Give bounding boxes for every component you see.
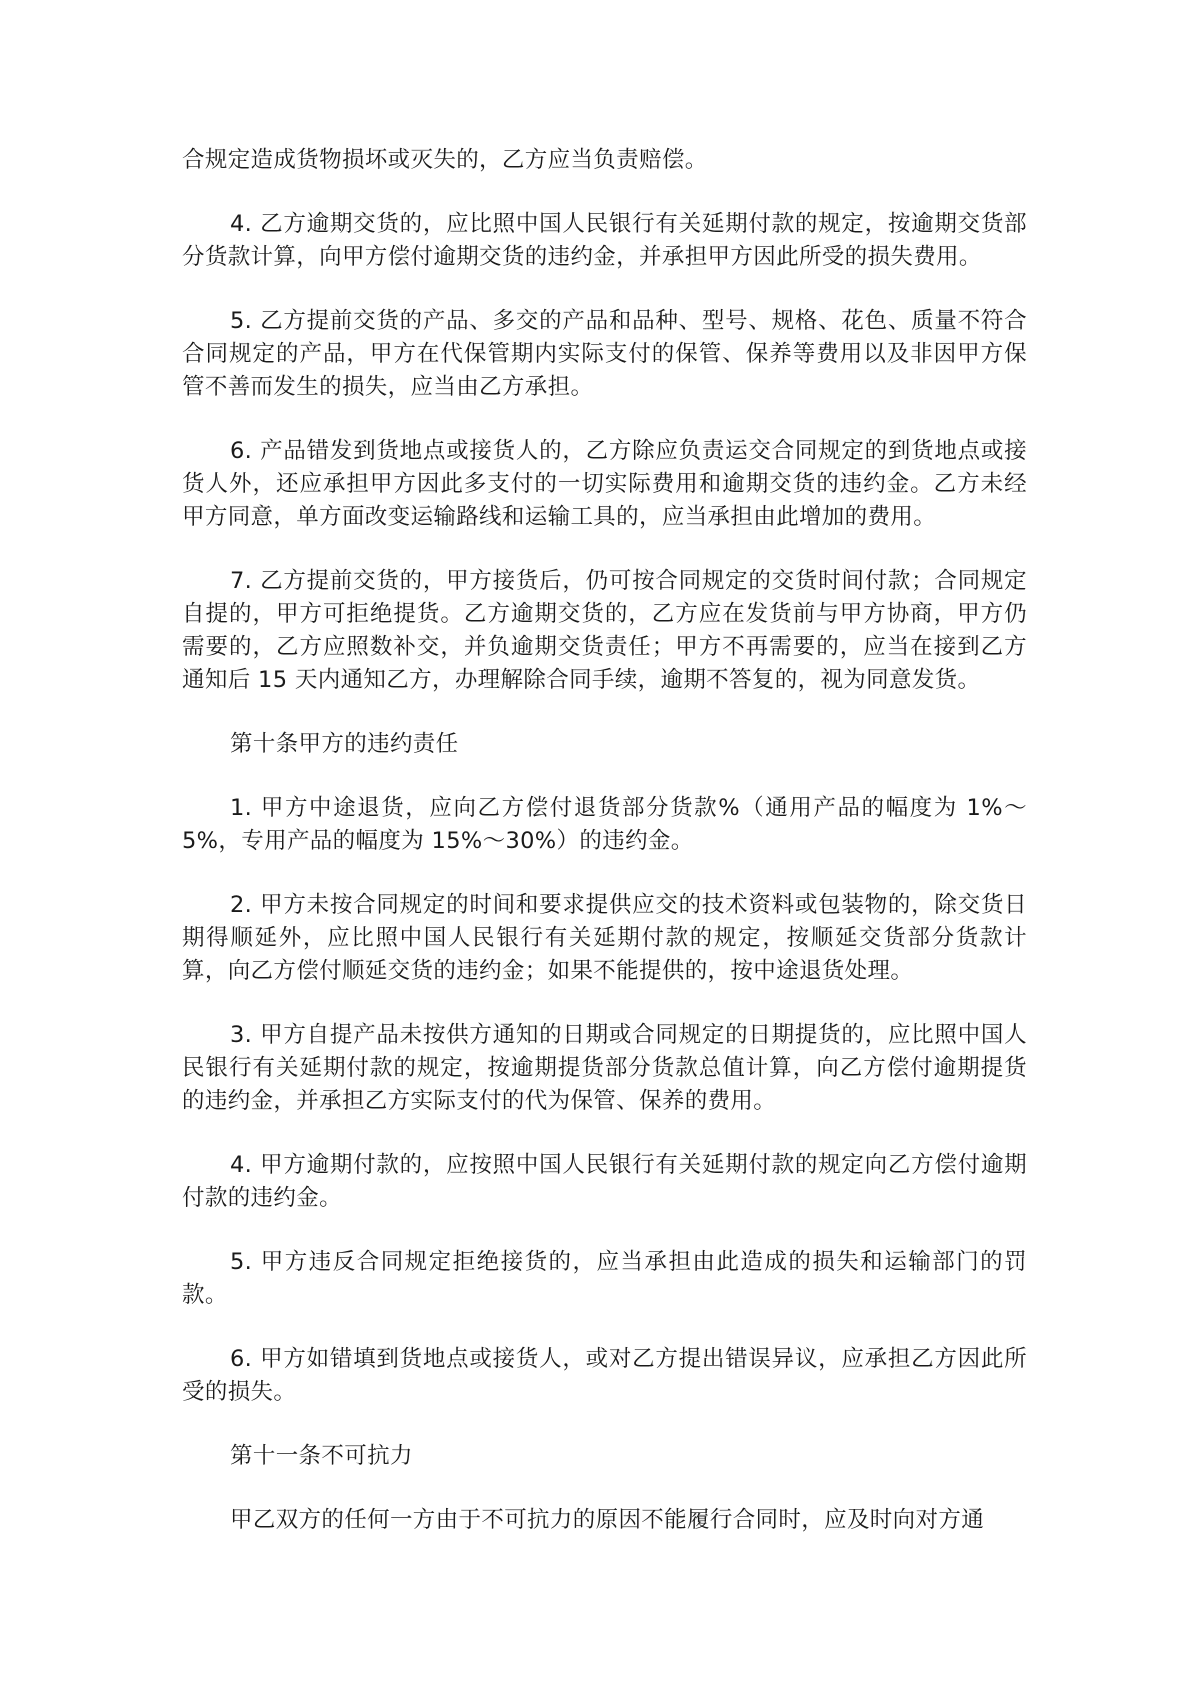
paragraph-force-majeure: 甲乙双方的任何一方由于不可抗力的原因不能履行合同时，应及时向对方通 [230, 1507, 985, 1533]
paragraph-clause-10-2: 2. 甲方未按合同规定的时间和要求提供应交的技术资料或包装物的，除交货日期得顺延外，应比照中国人民银行有关延期付款的规定，按顺延交货部分货款计算，向乙方偿付顺延交货的违约金；如果不能提供的，按中途退货处理。 [182, 892, 1027, 984]
paragraph-clause-10-6: 6. 甲方如错填到货地点或接货人，或对乙方提出错误异议，应承担乙方因此所受的损失。 [182, 1346, 1027, 1405]
paragraph-clause-9-7: 7. 乙方提前交货的，甲方接货后，仍可按合同规定的交货时间付款；合同规定自提的，甲方可拒绝提货。乙方逾期交货的，乙方应在发货前与甲方协商，甲方仍需要的，乙方应照数补交，并负逾期交货责任；甲方不再需要的，应当在接到乙方通知后 15 天内通知乙方，办理解除合同手续，逾期不答复的，视为同意发货。 [182, 568, 1027, 693]
paragraph-clause-9-4: 4. 乙方逾期交货的，应比照中国人民银行有关延期付款的规定，按逾期交货部分货款计算，向甲方偿付逾期交货的违约金，并承担甲方因此所受的损失费用。 [182, 211, 1027, 270]
paragraph-clause-10-1: 1. 甲方中途退货，应向乙方偿付退货部分货款%（通用产品的幅度为 1%～5%，专用产品的幅度为 15%～30%）的违约金。 [182, 795, 1027, 854]
paragraph-clause-9-5: 5. 乙方提前交货的产品、多交的产品和品种、型号、规格、花色、质量不符合合同规定的产品，甲方在代保管期内实际支付的保管、保养等费用以及非因甲方保管不善而发生的损失，应当由乙方承担。 [182, 308, 1027, 400]
paragraph-clause-10-5: 5. 甲方违反合同规定拒绝接货的，应当承担由此造成的损失和运输部门的罚款。 [182, 1249, 1027, 1308]
paragraph-clause-10-4: 4. 甲方逾期付款的，应按照中国人民银行有关延期付款的规定向乙方偿付逾期付款的违约金。 [182, 1152, 1027, 1211]
paragraph-clause-9-6: 6. 产品错发到货地点或接货人的，乙方除应负责运交合同规定的到货地点或接货人外，还应承担甲方因此多支付的一切实际费用和逾期交货的违约金。乙方未经甲方同意，单方面改变运输路线和运输工具的，应当承担由此增加的费用。 [182, 438, 1027, 530]
document-page [182, 144, 1027, 1568]
section-heading-article-11: 第十一条不可抗力 [230, 1443, 413, 1469]
section-heading-article-10: 第十条甲方的违约责任 [230, 731, 459, 757]
paragraph-clause-10-3: 3. 甲方自提产品未按供方通知的日期或合同规定的日期提货的，应比照中国人民银行有关延期付款的规定，按逾期提货部分货款总值计算，向乙方偿付逾期提货的违约金，并承担乙方实际支付的代为保管、保养的费用。 [182, 1022, 1027, 1114]
paragraph-continuation: 合规定造成货物损坏或灭失的，乙方应当负责赔偿。 [182, 147, 708, 173]
